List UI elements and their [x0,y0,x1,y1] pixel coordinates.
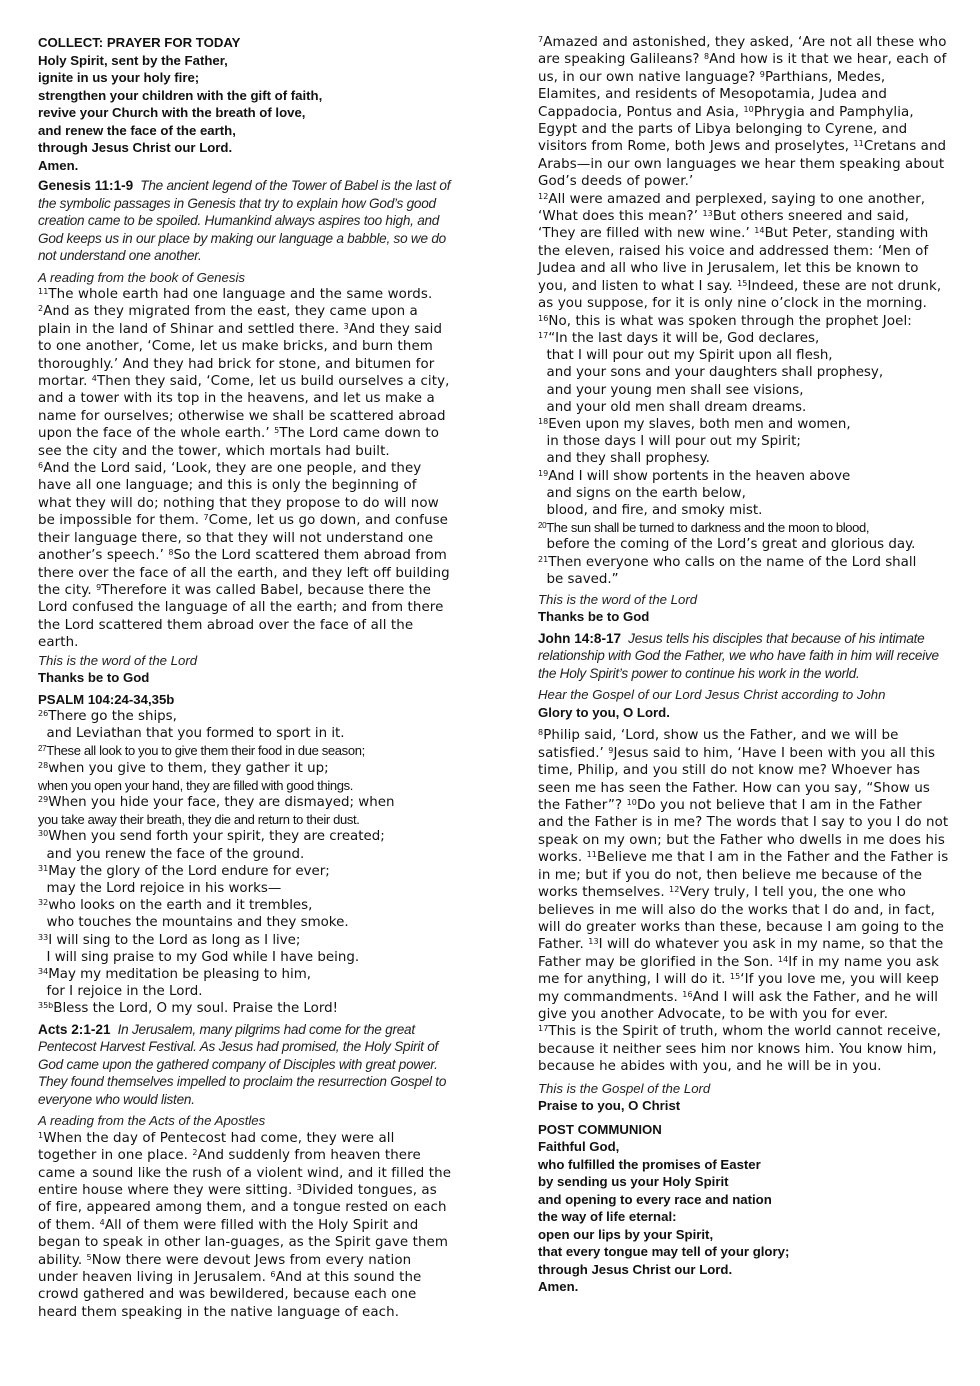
collect-line: revive your Church with the breath of love, [38,105,306,120]
acts-reference: Acts 2:1-21 [38,1021,111,1037]
verse-text: And as they migrated from the east, they came upon a plain in the land of Shinar and settled there. [38,304,418,337]
post-communion-line: who fulfilled the promises of Easter [538,1156,761,1172]
john-intro-text: Jesus tells his disciples that because of his intimate relationship with God the Father, we who have faith in him will receive the Holy Spirit’s power to continue his work in the world. [538,630,939,681]
verse-text: When the day of Pentecost had come, they were all together in one place. [38,1130,395,1164]
verse-number: 17 [538,1024,549,1034]
prophecy-line-text: before the coming of the Lord’s great and glorious day. [538,537,916,553]
psalm-line [38,897,454,914]
john-closing: This is the Gospel of the Lord [538,1080,711,1096]
verse-text: The whole earth had one language and the same words. [48,287,433,302]
prophecy-line [538,536,950,553]
prophecy-line-text: The sun shall be turned to darkness and the moon to blood, [546,520,870,536]
verse-text: Amazed and astonished, they asked, ‘Are not all these who are speaking Galileans? [538,35,947,68]
psalm-line [38,932,454,949]
verse-number: 16 [538,313,549,323]
prophecy-line [538,364,950,381]
prophecy-line-text: blood, and fire, and smoky mist. [538,502,763,518]
prophecy-line [538,468,950,485]
verse-number: 6 [38,461,44,471]
verse-number: 8 [168,548,174,558]
prophecy-line [538,347,950,364]
verse-number: 9 [96,582,102,592]
prophecy-line [538,502,950,519]
prophecy-line [538,416,950,433]
verse-text: I will do whatever you ask in my name, so that the Father may be glorified in the Son. [538,937,944,970]
verse-text: Indeed, these are not drunk, as you suppose, for it is only nine o’clock in the morning. [538,278,942,312]
acts-announcement: A reading from the Acts of the Apostles [38,1113,266,1129]
prophecy-line [538,450,950,467]
verse-number: 5 [86,1252,92,1262]
post-communion-line: that every tongue may tell of your glory; [538,1244,790,1260]
psalm-line-text: I will sing praise to my God while I have being. [38,949,360,965]
prophecy-line [538,519,950,536]
psalm-line-text: There go the ships, [48,709,177,725]
prophecy-line [538,571,950,588]
genesis-reference: Genesis 11:1-9 [38,178,134,193]
psalm-line-text: When you send forth your spirit, they are created; [48,829,385,845]
collect-line: ignite in us your holy fire; [38,70,200,85]
psalm-line-text: May the glory of the Lord endure for ever; [48,863,330,879]
verse-text: This is the Spirit of truth, whom the world cannot receive, because it neither sees him nor knows him. You know him, because he abides with you, and he will be in you. [538,1024,941,1075]
collect-line: through Jesus Christ our Lord. [38,140,233,155]
psalm-line-text: may the Lord rejoice in his works— [38,881,282,897]
verse-number: 1 [38,1130,44,1140]
verse-text: Believe me that I am in the Father and the Father is in me; but if you do not, then believe me because of the works themselves. [538,850,949,901]
psalm-line-text: who touches the mountains and they smoke. [38,915,349,931]
acts-intro [38,1021,454,1109]
genesis-announcement: A reading from the book of Genesis [38,269,245,285]
verse-number: 20 [538,521,547,531]
verse-text: So the Lord scattered them abroad from there over the face of all the earth, and they left off building the city. [38,548,450,598]
psalm-line [38,1000,454,1017]
verse-number: 17 [538,330,549,340]
verse-number: 9 [608,745,614,755]
post-communion-line: the way of life eternal: [538,1209,677,1225]
psalm-line-text: for I rejoice in the Lord. [38,984,203,1000]
psalm-line [38,708,454,725]
post-communion-line: open our lips by your Spirit, [538,1226,714,1242]
post-communion-line: and opening to every race and nation [538,1191,772,1207]
verse-text: Very truly, I tell you, the one who believes in me will also do the works that I do and, in fact, will do greater works than these, because I am going to the Father. [538,885,944,953]
psalm-line [38,811,454,828]
verse-number: 10 [626,798,637,808]
verse-text: But Peter, standing with the eleven, raised his voice and addressed them: ‘Men of Judea and all who live in Jerusalem, let this be known to you, and listen to what I say. [538,226,929,294]
genesis-intro-text: The ancient legend of the Tower of Babel is the last of the symbolic passages in Genesis that try to explain how God’s good creation came to be spoiled. Humankind always aspires too high, and God keeps us in our place by making our language a babble, so we do not understand one another. [38,178,451,263]
psalm-reference: PSALM 104:24-34,35b [38,691,175,707]
collect-heading: COLLECT: PRAYER FOR TODAY [38,35,241,50]
psalm-line [38,777,454,794]
verse-text: Divided tongues, as of fire, appeared among them, and a tongue rested on each of them. [38,1182,447,1233]
left-column [38,34,454,1321]
verse-number: 15 [737,278,748,288]
collect-amen: Amen. [38,157,79,173]
john-reference: John 14:8-17 [538,630,622,646]
joel-prophecy [538,330,950,588]
post-communion-heading: POST COMMUNION [538,1121,662,1137]
verse-text: The Lord came down to see the city and the tower, which mortals had built. [38,426,439,459]
psalm-line-text: who looks on the earth and it trembles, [48,898,313,914]
psalm-line [38,846,454,863]
right-column [538,34,950,1296]
verse-number: 31 [38,863,49,873]
prophecy-line-text: “In the last days it will be, God declares, [548,330,820,346]
verse-text: Then they said, ‘Come, let us build ourselves a city, and a tower with its top in the heavens, and let us make a name for ourselves; otherwise we shall be scattered abroad upon the face of the whole earth.’ [38,374,450,442]
verse-number: 34 [38,967,49,977]
psalm-line [38,880,454,897]
acts-response: Thanks be to God [538,609,650,625]
verse-number: 15 [729,972,741,982]
verse-number: 11 [586,850,597,860]
verse-text: Phrygia and Pamphylia, Egypt and the parts of Libya belonging to Cyrene, and visitors from Rome, both Jews and proselytes, [538,104,914,155]
collect-line: and renew the face of the earth, [38,122,236,138]
verse-number: 11 [853,139,864,149]
post-communion-section [538,1121,950,1296]
psalm-line-text: When you hide your face, they are dismayed; when [48,795,395,811]
verse-number: 26 [38,709,49,719]
psalm-line [38,760,454,777]
verse-number: 13 [702,209,713,219]
psalm-line-text: Bless the Lord, O my soul. Praise the Lord! [53,1001,338,1017]
psalm-line-text: These all look to you to give them their food in due season; [46,743,365,759]
psalm-text [38,708,454,1018]
prophecy-line-text: be saved.” [538,571,619,587]
prophecy-line-text: And I will show portents in the heaven above [548,468,851,484]
prophecy-line-text: that I will pour out my Spirit upon all flesh, [538,348,833,364]
verse-text: All were amazed and perplexed, saying to one another, ‘What does this mean?’ [538,191,926,225]
verse-text: And suddenly from heaven there came a sound like the rush of a violent wind, and it filled the entire house where they were sitting. [38,1148,452,1198]
verse-number: 7 [538,35,544,44]
verse-text: Cretans and Arabs—in our own languages we hear them speaking about God’s deeds of power.’ [538,139,947,190]
verse-number: 4 [91,374,97,384]
john-reading [538,727,950,1075]
post-communion-line: Faithful God, [538,1139,620,1155]
verse-number: 16 [682,989,693,999]
verse-number: 7 [203,513,209,523]
psalm-line [38,863,454,880]
verse-text: And the Lord said, ‘Look, they are one people, and they have all one language; and this is only the beginning of what they will do; nothing that they propose to do will now be impossible for them. [38,461,439,529]
prophecy-line-text: and signs on the earth below, [538,485,746,501]
genesis-reading [38,286,454,652]
prophecy-line [538,485,950,502]
verse-text: Now there were devout Jews from every nation under heaven living in Jerusalem. [38,1252,412,1285]
verse-number: 5 [274,426,280,436]
john-announcement-response: Glory to you, O Lord. [538,704,670,720]
prophecy-line-text: Even upon my slaves, both men and women, [548,416,851,432]
acts-reading-part-2 [538,34,950,330]
prophecy-line-text: and your young men shall see visions, [538,382,804,398]
verse-number: 33 [38,932,49,942]
verse-number: 3 [343,321,349,331]
verse-number: 32 [38,898,49,908]
verse-text: Jesus said to him, ‘Have I been with you all this time, Philip, and you still do not know me? Whoever has seen me has seen the Father. How can you say, “Show us the Father”? [538,745,936,814]
john-announcement: Hear the Gospel of our Lord Jesus Christ according to John [538,687,886,703]
genesis-closing: This is the word of the Lord [38,652,198,668]
verse-number: 11 [38,287,49,296]
psalm-line-text: May my meditation be pleasing to him, [48,967,312,983]
psalm-line-text: when you open your hand, they are filled with good things. [38,777,354,793]
verse-number: 18 [538,416,549,426]
verse-text: Do you not believe that I am in the Father and the Father is in me? The words that I say to you I do not speak on my own; but the Father who dwells in me does his works. [538,798,949,866]
john-response: Praise to you, O Christ [538,1098,681,1114]
prophecy-line-text: and your sons and your daughters shall prophesy, [538,365,884,381]
psalm-line-text: when you give to them, they gather it up; [48,760,329,776]
verse-number: 9 [759,69,765,79]
acts-intro-text: In Jerusalem, many pilgrims had come for the great Pentecost Harvest Festival. As Jesus had promised, the Holy Spirit of God came upon the gathered company of Disciples with great power. They found themselves impelled to proclaim the resurrection Gospel to everyone who would listen. [38,1021,447,1107]
acts-closing: This is the word of the Lord [538,591,698,607]
verse-number: 4 [99,1217,105,1227]
psalm-line [38,983,454,1000]
verse-text: But others sneered and said, ‘They are filled with new wine.’ [538,209,909,242]
verse-text: And they said to one another, ‘Come, let us make bricks, and burn them thoroughly.’ And they had brick for stone, and bitumen for mortar. [38,321,443,390]
psalm-line [38,949,454,966]
verse-text: And I will ask the Father, and he will give you another Advocate, to be with you for ever. [538,989,939,1022]
verse-number: 2 [192,1148,198,1158]
psalm-line [38,966,454,983]
verse-number: 27 [38,744,47,754]
prophecy-line-text: in those days I will pour out my Spirit; [538,434,801,450]
verse-number: 8 [703,52,710,62]
verse-number: 30 [38,829,49,839]
verse-text: If in my name you ask me for anything, I will do it. [538,954,940,988]
genesis-response: Thanks be to God [38,670,150,686]
prophecy-line-text: and your old men shall dream dreams. [538,399,807,415]
prophecy-line [538,433,950,450]
psalm-line [38,914,454,931]
verse-text: And how is it that we hear, each of us, in our own native language? [538,52,947,85]
psalm-line [38,742,454,759]
verse-text: Parthians, Medes, Elamites, and residents of Mesopotamia, Judea and Cappadocia, Pontus and Asia, [538,69,887,120]
verse-number: 2 [38,304,44,314]
verse-number: 21 [538,554,549,564]
prophecy-line-text: Then everyone who calls on the name of the Lord shall [548,554,917,570]
psalm-line-text: you take away their breath, they die and return to their dust. [38,812,360,828]
collect-line: Holy Spirit, sent by the Father, [38,52,228,68]
psalm-line-text: and you renew the face of the ground. [38,846,305,862]
verse-number: 19 [538,468,549,478]
acts-reading-part-1 [38,1130,454,1321]
psalm-line [38,725,454,742]
verse-number: 8 [538,728,544,738]
john-intro [538,630,950,683]
verse-text: And at this sound the crowd gathered and was bewildered, because each one heard them speaking in the native language of each. [38,1269,422,1320]
post-communion-amen: Amen. [538,1279,579,1295]
psalm-line [38,828,454,845]
prophecy-line [538,330,950,347]
prophecy-line-text: and they shall prophesy. [538,451,710,467]
verse-number: 10 [743,104,754,114]
verse-number: 13 [588,937,599,947]
psalm-line-text: and Leviathan that you formed to sport in it. [38,726,345,742]
verse-text: All of them were filled with the Holy Spirit and began to speak in other lan-guages, as the Spirit gave them ability. [38,1217,449,1268]
psalm-line-text: I will sing to the Lord as long as I live; [48,932,301,948]
collect-line: strengthen your children with the gift of faith, [38,87,323,103]
verse-number: 35b [38,1001,54,1011]
genesis-intro [38,177,454,265]
verse-number: 12 [538,191,549,201]
post-communion-line: by sending us your Holy Spirit [538,1174,729,1190]
verse-text: Philip said, ‘Lord, show us the Father, and we will be satisfied.’ [538,728,899,761]
verse-text: Therefore it was called Babel, because there the Lord confused the language of all the earth; and from there the Lord scattered them abroad over the face of all the earth. [38,582,444,651]
verse-number: 14 [754,226,765,236]
verse-number: 3 [296,1182,302,1192]
verse-number: 28 [38,760,49,770]
post-communion-line: through Jesus Christ our Lord. [538,1261,733,1277]
collect-section [38,34,454,174]
verse-number: 6 [270,1269,276,1279]
prophecy-line [538,554,950,571]
verse-text: ‘If you love me, you will keep my commandments. [538,972,939,1005]
verse-number: 29 [38,795,49,805]
verse-text: Come, let us go down, and confuse their language there, so that they will not understand one another’s speech.’ [38,513,448,564]
verse-number: 12 [669,885,680,895]
verse-number: 14 [777,954,789,964]
verse-text: No, this is what was spoken through the prophet Joel: [548,313,912,329]
psalm-line [38,794,454,811]
prophecy-line [538,399,950,416]
prophecy-line [538,382,950,399]
